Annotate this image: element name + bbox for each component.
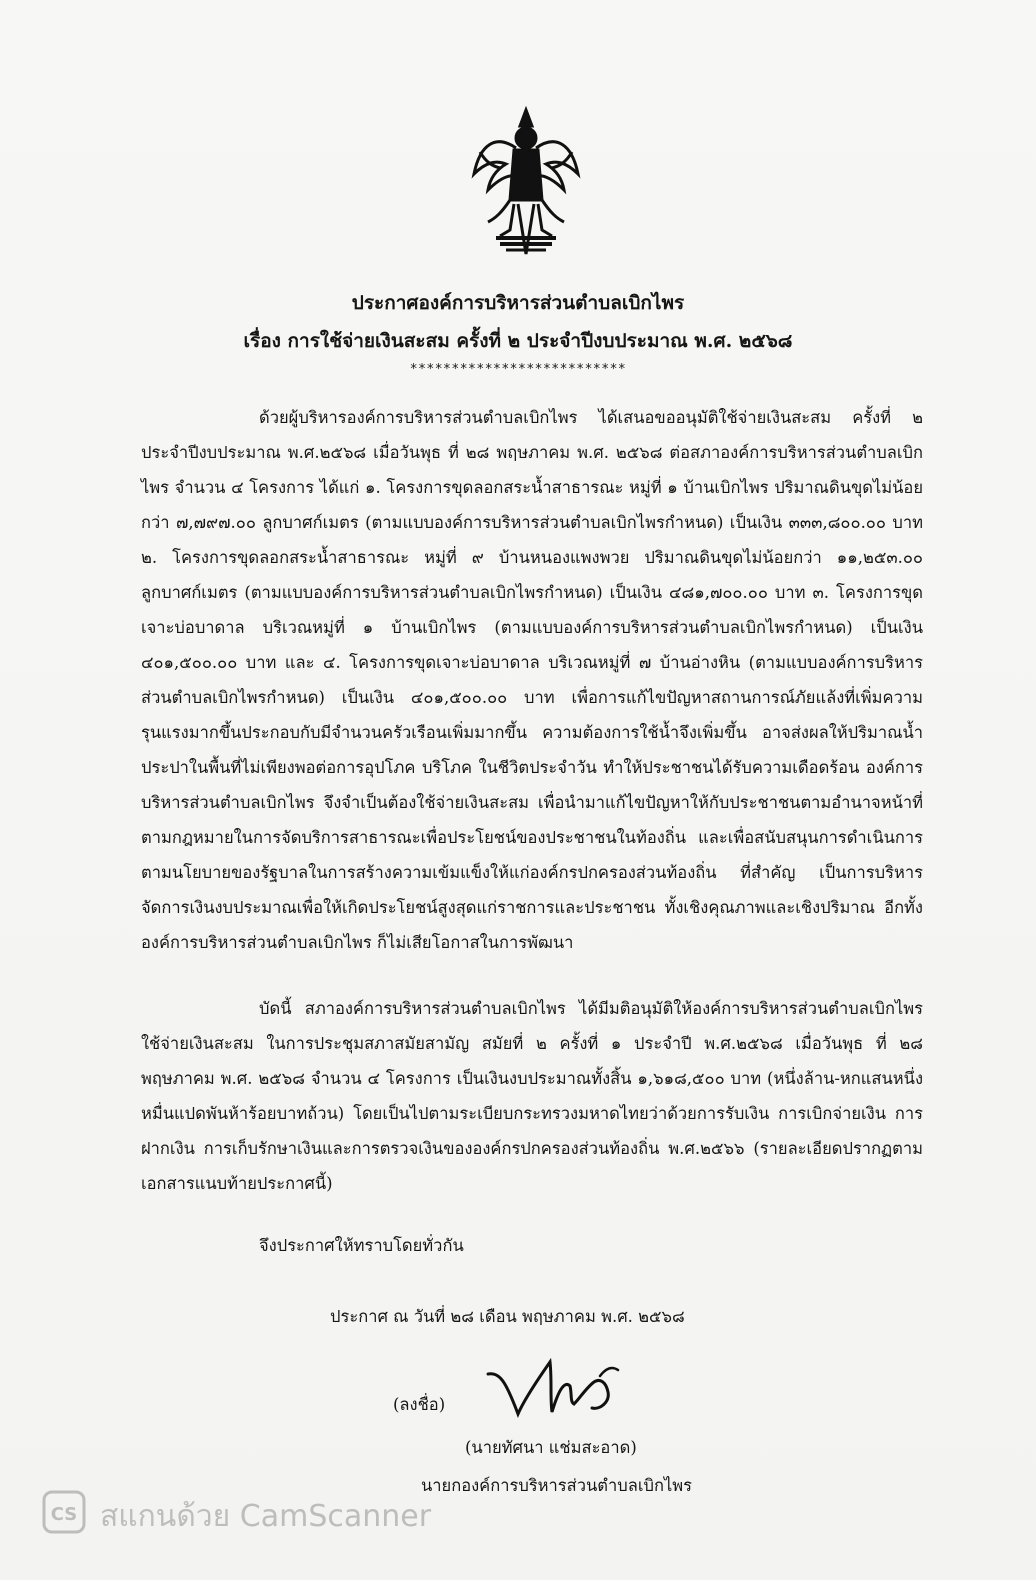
body-paragraph-1: ด้วยผู้บริหารองค์การบริหารส่วนตำบลเบิกไพร ได้เสนอขออนุมัติใช้จ่ายเงินสะสม ครั้งที่ ๒ ประจำปีงบประมาณ พ.ศ.๒๕๖๘ เมื่อวันพุธ ที่ ๒๘ พฤษภาคม พ.ศ. ๒๕๖๘ ต่อสภาองค์การบริหารส่วนตำบลเบิกไพร จำนวน ๔ โครงการ ได้แก่ ๑. โครงการขุดลอกสระน้ำสาธารณะ หมู่ที่ ๑ บ้านเบิกไพร ปริมาณดินขุดไม่น้อยกว่า ๗,๗๙๗.๐๐ ลูกบาศก์เมตร (ตามแบบองค์การบริหารส่วนตำบลเบิกไพรกำหนด) เป็นเงิน ๓๓๓,๘๐๐.๐๐ บาท ๒. โครงการขุดลอกสระน้ำสาธารณะ หมู่ที่ ๙ บ้านหนองแพงพวย ปริมาณดินขุดไม่น้อยกว่า ๑๑,๒๕๓.๐๐ ลูกบาศก์เมตร (ตามแบบองค์การบริหารส่วนตำบลเบิกไพรกำหนด) เป็นเงิน ๔๘๑,๗๐๐.๐๐ บาท ๓. โครงการขุดเจาะบ่อบาดาล บริเวณหมู่ที่ ๑ บ้านเบิกไพร (ตามแบบองค์การบริหารส่วนตำบลเบิกไพรกำหนด) เป็นเงิน ๔๐๑,๕๐๐.๐๐ บาท และ ๔. โครงการขุดเจาะบ่อบาดาล บริเวณหมู่ที่ ๗ บ้านอ่างหิน (ตามแบบองค์การบริหารส่วนตำบลเบิกไพรกำหนด) เป็นเงิน ๔๐๑,๕๐๐.๐๐ บาท เพื่อการแก้ไขปัญหาสถานการณ์ภัยแล้งที่เพิ่มความรุนแรงมากขึ้นประกอบกับมีจำนวนครัวเรือนเพิ่มมากขึ้น ความต้องการใช้น้ำจึงเพิ่มขึ้น อาจส่งผลให้ปริมาณน้ำประปาในพื้นที่ไม่เพียงพอต่อการอุปโภค บริโภค ในชีวิตประจำวัน ทำให้ประชาชนได้รับความเดือดร้อน องค์การบริหารส่วนตำบลเบิกไพร จึงจำเป็นต้องใช้จ่ายเงินสะสม เพื่อนำมาแก้ไขปัญหาให้กับประชาชนตามอำนาจหน้าที่ ตามกฎหมายในการจัดบริการสาธารณะเพื่อประโยชน์ของประชาชนในท้องถิ่น และเพื่อสนับสนุนการดำเนินการตามนโยบายของรัฐบาลในการสร้างความเข้มแข็งให้แก่องค์กรปกครองส่วนท้องถิ่น ที่สำคัญ เป็นการบริหารจัดการเงินงบประมาณเพื่อให้เกิดประโยชน์สูงสุดแก่ราชการและประชาชน ทั้งเชิงคุณภาพและเชิงปริมาณ อีกทั้งองค์การบริหารส่วนตำบลเบิกไพร ก็ไม่เสียโอกาสในการพัฒนา [141, 408, 923, 952]
body-paragraph-2: บัดนี้ สภาองค์การบริหารส่วนตำบลเบิกไพร ได้มีมติอนุมัติให้องค์การบริหารส่วนตำบลเบิกไพร ใช้จ่ายเงินสะสม ในการประชุมสภาสมัยสามัญ สมัยที่ ๒ ครั้งที่ ๑ ประจำปี พ.ศ.๒๕๖๘ เมื่อวันพุธ ที่ ๒๘ พฤษภาคม พ.ศ. ๒๕๖๘ จำนวน ๔ โครงการ เป็นเงินงบประมาณทั้งสิ้น ๑,๖๑๘,๕๐๐ บาท (หนึ่งล้าน-หกแสนหนึ่งหมื่นแปดพันห้าร้อยบาทถ้วน) โดยเป็นไปตามระเบียบกระทรวงมหาดไทยว่าด้วยการรับเงิน การเบิกจ่ายเงิน การฝากเงิน การเก็บรักษาเงินและการตรวจเงินขององค์กรปกครองส่วนท้องถิ่น พ.ศ.๒๕๖๖ (รายละเอียดปรากฏตามเอกสารแนบท้ายประกาศนี้) [141, 999, 923, 1193]
camscanner-badge-text: CS [50, 1504, 78, 1525]
camscanner-logo-icon [42, 1490, 86, 1534]
signature [480, 1352, 630, 1432]
announcement-date: ประกาศ ณ วันที่ ๒๘ เดือน พฤษภาคม พ.ศ. ๒๕๖๘ [330, 1307, 685, 1326]
title-separator: ************************** [409, 362, 627, 377]
signer-name: (นายทัศนา แช่มสะอาด) [465, 1438, 637, 1457]
announcement-title: ประกาศองค์การบริหารส่วนตำบลเบิกไพร [351, 292, 685, 314]
garuda-emblem-icon [466, 104, 586, 264]
closing-notice: จึงประกาศให้ทราบโดยทั่วกัน [259, 1236, 464, 1255]
camscanner-watermark: สแกนด้วย CamScanner [100, 1499, 432, 1534]
signer-position: นายกองค์การบริหารส่วนตำบลเบิกไพร [421, 1476, 692, 1495]
sign-label: (ลงชื่อ) [393, 1395, 446, 1414]
announcement-subject: เรื่อง การใช้จ่ายเงินสะสม ครั้งที่ ๒ ประจำปีงบประมาณ พ.ศ. ๒๕๖๘ [243, 330, 793, 352]
